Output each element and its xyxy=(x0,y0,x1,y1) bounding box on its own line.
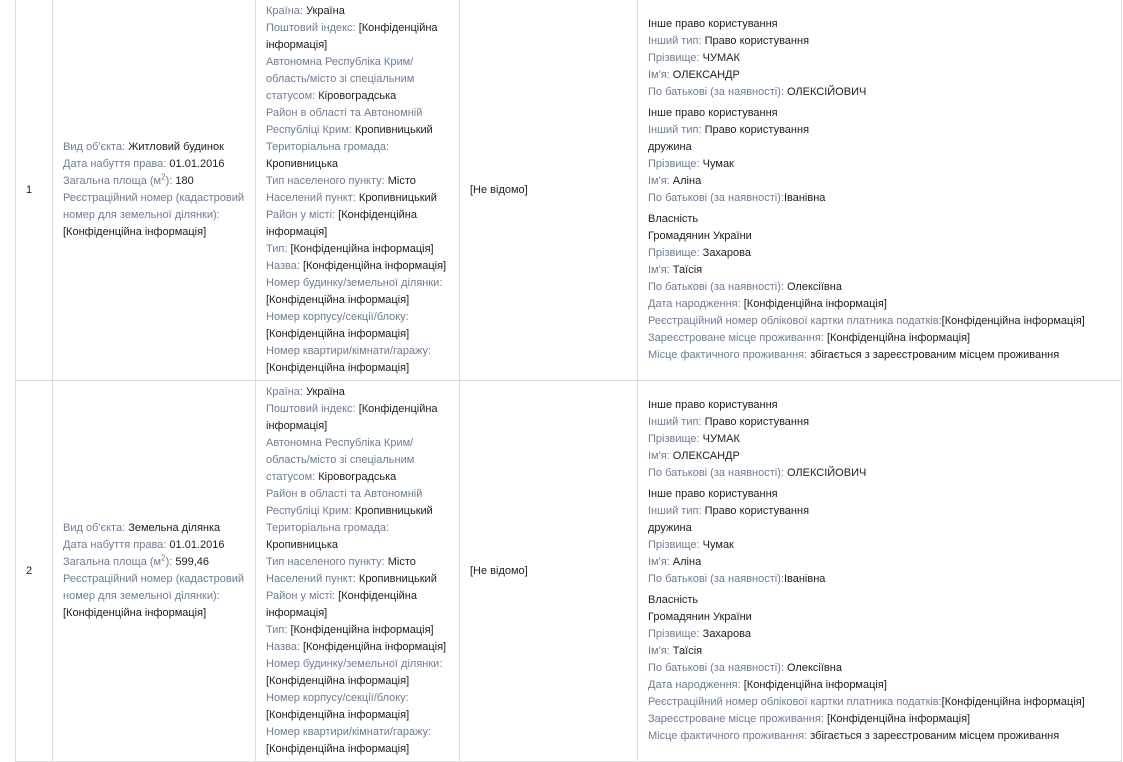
table-row xyxy=(16,381,1122,762)
surname-value: Захарова xyxy=(702,628,752,640)
community-label: Територіальна громада: xyxy=(266,522,390,534)
other-type-value: Право користування xyxy=(704,505,810,517)
settlement-type-label: Тип населеного пункту: xyxy=(266,175,385,187)
table-row xyxy=(16,0,1122,381)
owners-cell xyxy=(638,381,1122,762)
surname-label: Прізвище: xyxy=(648,628,700,640)
patronymic-label: По батькові (за наявності): xyxy=(648,573,784,585)
right-type: Інше право користування xyxy=(648,488,778,500)
patronymic-value: Олексіївна xyxy=(787,281,842,293)
tax-id-value: [Конфіденційна інформація] xyxy=(941,696,1085,708)
other-type-label: Інший тип: xyxy=(648,505,702,517)
street-name-value: [Конфіденційна інформація] xyxy=(302,260,447,272)
right-type: Власність xyxy=(648,213,699,225)
patronymic-value: ОЛЕКСІЙОВИЧ xyxy=(787,467,867,479)
house-value: [Конфіденційна інформація] xyxy=(266,294,410,306)
citizenship-value: Громадянин України xyxy=(648,230,752,242)
right-type: Інше право користування xyxy=(648,399,778,411)
community-value: Кропивницька xyxy=(266,539,339,551)
street-name-label: Назва: xyxy=(266,641,300,653)
object-type-value: Земельна ділянка xyxy=(128,522,221,534)
row-number: 2 xyxy=(16,381,53,762)
patronymic-value: ОЛЕКСІЙОВИЧ xyxy=(787,86,867,98)
actual-place-label: Місце фактичного проживання: xyxy=(648,730,808,742)
surname-value: ЧУМАК xyxy=(702,433,740,445)
relation-value: дружина xyxy=(648,522,692,534)
postal-label: Поштовий індекс: xyxy=(266,22,356,34)
community-value: Кропивницька xyxy=(266,158,339,170)
region-value: Кіровоградська xyxy=(318,471,397,483)
acquired-value: 01.01.2016 xyxy=(169,158,225,170)
patronymic-label: По батькові (за наявності): xyxy=(648,281,784,293)
house-label: Номер будинку/земельної ділянки: xyxy=(266,277,443,289)
settlement-label: Населений пункт: xyxy=(266,192,356,204)
relation-value: дружина xyxy=(648,141,692,153)
row-number: 1 xyxy=(16,0,53,381)
area-value: 599,46 xyxy=(175,556,210,568)
surname-value: Чумак xyxy=(702,158,734,170)
tax-id-label: Реєстраційний номер облікової картки платника податків: xyxy=(648,696,942,708)
area-label: Загальна площа $(м^2)$: xyxy=(63,172,173,187)
street-type-value: [Конфіденційна інформація] xyxy=(290,243,434,255)
surname-label: Прізвище: xyxy=(648,539,700,551)
name-label: Ім'я: xyxy=(648,264,670,276)
address-cell xyxy=(256,0,460,381)
surname-value: Захарова xyxy=(702,247,752,259)
patronymic-value: Іванівна xyxy=(783,573,826,585)
surname-label: Прізвище: xyxy=(648,433,700,445)
postal-value: [Конфіденційна інформація] xyxy=(266,403,438,432)
other-type-value: Право користування xyxy=(704,124,810,136)
right-type: Інше право користування xyxy=(648,18,778,30)
district-label: Район в області та Автономній Республіці Крим: xyxy=(266,107,423,136)
city-district-value: [Конфіденційна інформація] xyxy=(266,209,417,238)
community-label: Територіальна громада: xyxy=(266,141,390,153)
name-value: Аліна xyxy=(672,556,702,568)
owners-cell xyxy=(638,0,1122,381)
actual-place-value: збігається з зареєстрованим місцем проживання xyxy=(810,730,1060,742)
name-label: Ім'я: xyxy=(648,556,670,568)
owner-group xyxy=(648,397,1111,482)
object-cell xyxy=(53,0,256,381)
acquired-label: Дата набуття права: xyxy=(63,158,167,170)
patronymic-label: По батькові (за наявності): xyxy=(648,662,784,674)
name-label: Ім'я: xyxy=(648,450,670,462)
surname-label: Прізвище: xyxy=(648,52,700,64)
name-label: Ім'я: xyxy=(648,175,670,187)
apartment-value: [Конфіденційна інформація] xyxy=(266,743,410,755)
birth-value: [Конфіденційна інформація] xyxy=(743,298,887,310)
region-label: Автономна Республіка Крим/ область/місто зі спеціальним статусом: xyxy=(266,56,415,102)
object-cell xyxy=(53,381,256,762)
district-value: Кропивницький xyxy=(354,124,433,136)
district-value: Кропивницький xyxy=(354,505,433,517)
address-cell xyxy=(256,381,460,762)
other-type-value: Право користування xyxy=(704,35,810,47)
area-label: Загальна площа $(м^2)$: xyxy=(63,553,173,568)
postal-value: [Конфіденційна інформація] xyxy=(266,22,438,51)
actual-place-value: збігається з зареєстрованим місцем проживання xyxy=(810,349,1060,361)
name-value: ОЛЕКСАНДР xyxy=(672,69,740,81)
surname-label: Прізвище: xyxy=(648,247,700,259)
region-value: Кіровоградська xyxy=(318,90,397,102)
owner-group xyxy=(648,105,1111,207)
settlement-type-label: Тип населеного пункту: xyxy=(266,556,385,568)
country-label: Країна: xyxy=(266,5,303,17)
country-value: Україна xyxy=(306,386,345,398)
surname-value: Чумак xyxy=(702,539,734,551)
birth-label: Дата народження: xyxy=(648,298,741,310)
acquired-value: 01.01.2016 xyxy=(169,539,225,551)
name-value: ОЛЕКСАНДР xyxy=(672,450,740,462)
settlement-type-value: Місто xyxy=(387,556,416,568)
city-district-label: Район у місті: xyxy=(266,209,336,221)
reg-place-value: [Конфіденційна інформація] xyxy=(826,713,971,725)
postal-label: Поштовий індекс: xyxy=(266,403,356,415)
object-type-label: Вид об'єкта: xyxy=(63,522,126,534)
name-value: Таїсія xyxy=(672,645,703,657)
area-value: 180 xyxy=(175,175,194,187)
patronymic-label: По батькові (за наявності): xyxy=(648,86,784,98)
reg-place-value: [Конфіденційна інформація] xyxy=(826,332,971,344)
building-value: [Конфіденційна інформація] xyxy=(266,709,410,721)
cadastral-label: Реєстраційний номер (кадастровий номер для земельної ділянки): xyxy=(63,573,244,602)
tax-id-label: Реєстраційний номер облікової картки платника податків: xyxy=(648,315,942,327)
birth-value: [Конфіденційна інформація] xyxy=(743,679,887,691)
tax-id-value: [Конфіденційна інформація] xyxy=(941,315,1085,327)
patronymic-value: Олексіївна xyxy=(787,662,842,674)
region-label: Автономна Республіка Крим/ область/місто зі спеціальним статусом: xyxy=(266,437,415,483)
other-type-label: Інший тип: xyxy=(648,416,702,428)
apartment-label: Номер квартири/кімнати/гаражу: xyxy=(266,726,432,738)
building-label: Номер корпусу/секції/блоку: xyxy=(266,311,409,323)
patronymic-value: Іванівна xyxy=(783,192,826,204)
acquired-label: Дата набуття права: xyxy=(63,539,167,551)
reg-place-label: Зареєстроване місце проживання: xyxy=(648,332,824,344)
right-type: Інше право користування xyxy=(648,107,778,119)
city-district-label: Район у місті: xyxy=(266,590,336,602)
name-value: Аліна xyxy=(672,175,702,187)
name-label: Ім'я: xyxy=(648,645,670,657)
value-cell: [Не відомо] xyxy=(460,0,638,381)
building-label: Номер корпусу/секції/блоку: xyxy=(266,692,409,704)
other-type-label: Інший тип: xyxy=(648,124,702,136)
house-label: Номер будинку/земельної ділянки: xyxy=(266,658,443,670)
settlement-value: Кропивницький xyxy=(358,192,437,204)
value-cell: [Не відомо] xyxy=(460,381,638,762)
reg-place-label: Зареєстроване місце проживання: xyxy=(648,713,824,725)
cadastral-value: [Конфіденційна інформація] xyxy=(63,226,207,238)
owner-group xyxy=(648,486,1111,588)
owner-group xyxy=(648,16,1111,101)
citizenship-value: Громадянин України xyxy=(648,611,752,623)
birth-label: Дата народження: xyxy=(648,679,741,691)
settlement-value: Кропивницький xyxy=(358,573,437,585)
right-type: Власність xyxy=(648,594,699,606)
other-type-value: Право користування xyxy=(704,416,810,428)
house-value: [Конфіденційна інформація] xyxy=(266,675,410,687)
street-type-label: Тип: xyxy=(266,624,288,636)
apartment-label: Номер квартири/кімнати/гаражу: xyxy=(266,345,432,357)
cadastral-label: Реєстраційний номер (кадастровий номер для земельної ділянки): xyxy=(63,192,244,221)
object-type-label: Вид об'єкта: xyxy=(63,141,126,153)
street-name-value: [Конфіденційна інформація] xyxy=(302,641,447,653)
patronymic-label: По батькові (за наявності): xyxy=(648,192,784,204)
settlement-label: Населений пункт: xyxy=(266,573,356,585)
actual-place-label: Місце фактичного проживання: xyxy=(648,349,808,361)
street-name-label: Назва: xyxy=(266,260,300,272)
city-district-value: [Конфіденційна інформація] xyxy=(266,590,417,619)
settlement-type-value: Місто xyxy=(387,175,416,187)
street-type-label: Тип: xyxy=(266,243,288,255)
object-type-value: Житловий будинок xyxy=(128,141,224,153)
cadastral-value: [Конфіденційна інформація] xyxy=(63,607,207,619)
name-value: Таїсія xyxy=(672,264,703,276)
name-label: Ім'я: xyxy=(648,69,670,81)
building-value: [Конфіденційна інформація] xyxy=(266,328,410,340)
patronymic-label: По батькові (за наявності): xyxy=(648,467,784,479)
surname-value: ЧУМАК xyxy=(702,52,740,64)
real-estate-table xyxy=(15,0,1122,762)
owner-group xyxy=(648,211,1111,364)
street-type-value: [Конфіденційна інформація] xyxy=(290,624,434,636)
owner-group xyxy=(648,592,1111,745)
country-value: Україна xyxy=(306,5,345,17)
other-type-label: Інший тип: xyxy=(648,35,702,47)
surname-label: Прізвище: xyxy=(648,158,700,170)
district-label: Район в області та Автономній Республіці Крим: xyxy=(266,488,423,517)
apartment-value: [Конфіденційна інформація] xyxy=(266,362,410,374)
country-label: Країна: xyxy=(266,386,303,398)
